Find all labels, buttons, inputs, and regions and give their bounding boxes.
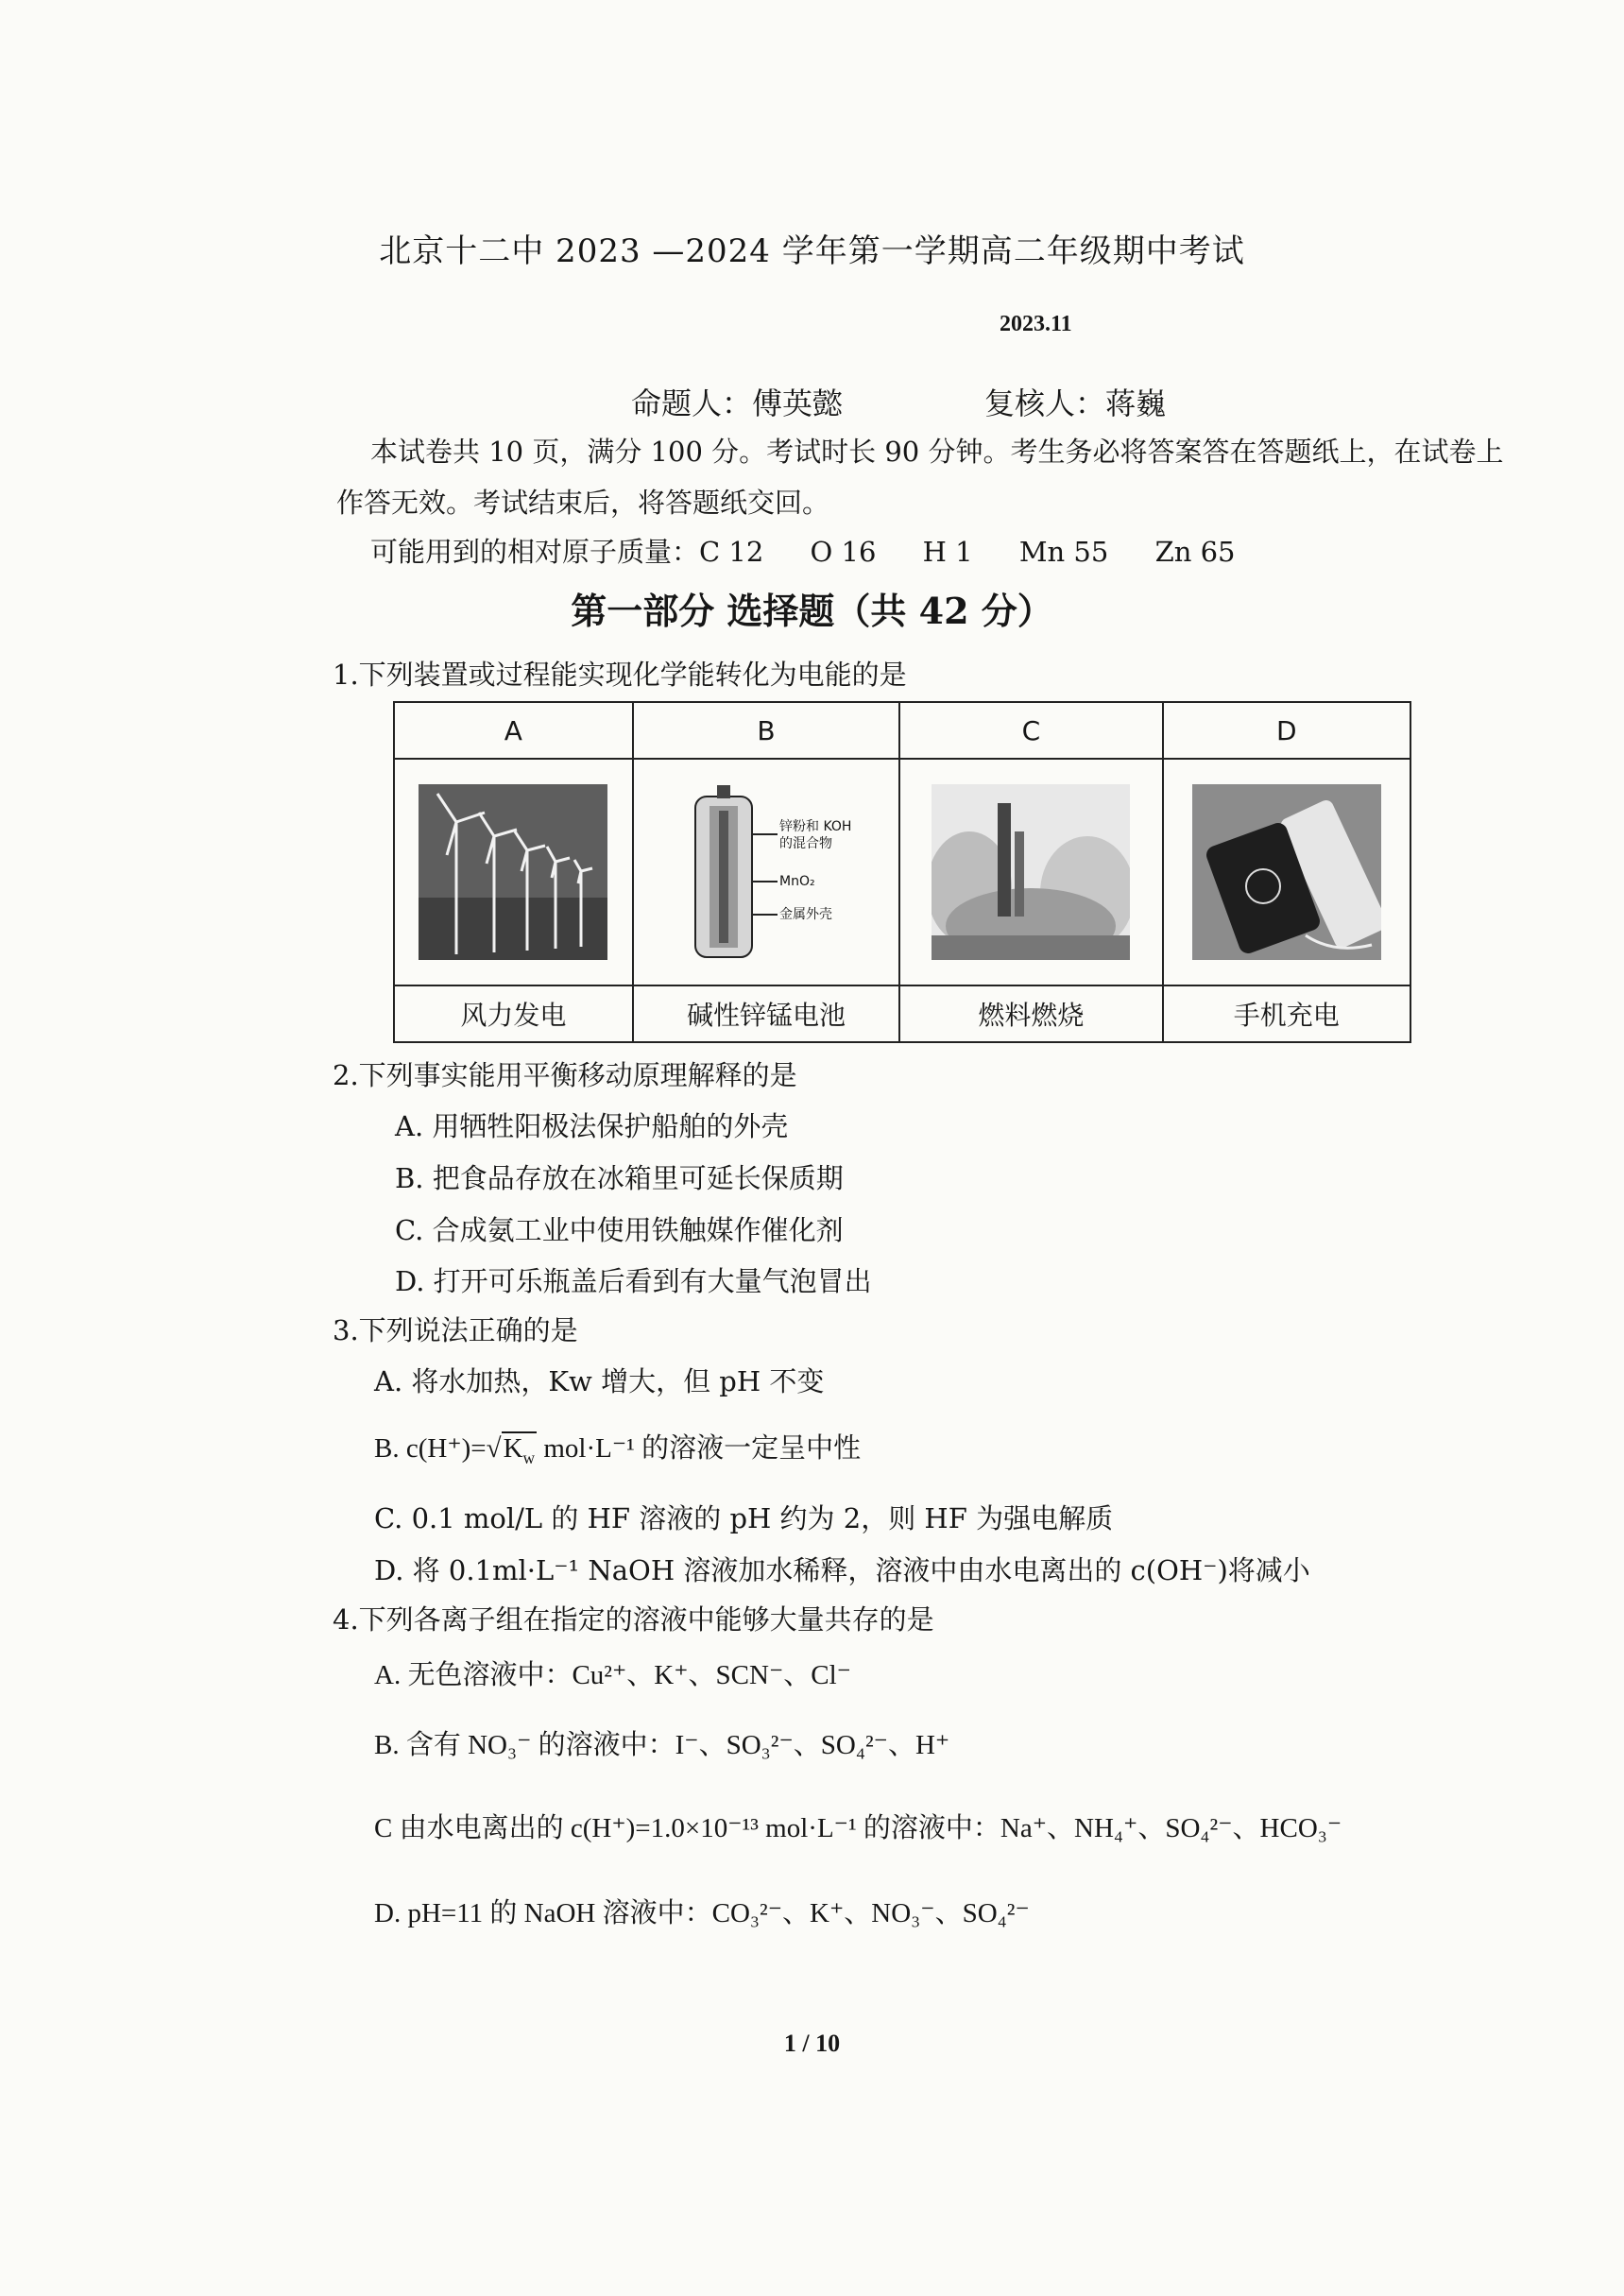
q1-pic-c [899, 759, 1162, 985]
exam-title: 北京十二中 2023 —2024 学年第一学期高二年级期中考试 [379, 232, 1245, 270]
q3-option-c: C. 0.1 mol/L 的 HF 溶液的 pH 约为 2，则 HF 为强电解质 [374, 1502, 1114, 1534]
q3-option-b [374, 1427, 861, 1468]
exam-date: 2023.11 [1000, 312, 1072, 336]
mass-zn: Zn 65 [1154, 536, 1236, 568]
q3-stem: 3.下列说法正确的是 [333, 1314, 578, 1346]
q3-option-b-pre: B. c(H⁺)= [374, 1433, 487, 1464]
rocket-launch-image [932, 784, 1130, 960]
q3-option-b-post: mol·L⁻¹ 的溶液一定呈中性 [537, 1433, 862, 1464]
q1-caption-a: 风力发电 [394, 985, 633, 1042]
authors-line [631, 380, 1166, 423]
section-title: 第一部分 选择题（共 42 分） [571, 590, 1053, 632]
kw-w: w [522, 1448, 536, 1467]
q3-option-a: A. 将水加热，Kw 增大，但 pH 不变 [374, 1365, 825, 1397]
q2-stem: 2.下列事实能用平衡移动原理解释的是 [333, 1059, 797, 1091]
q4-option-d: D. pH=11 的 NaOH 溶液中：CO₃²⁻、K⁺、NO₃⁻、SO₄²⁻ [374, 1898, 1030, 1928]
kw-k: K [503, 1433, 523, 1464]
q4-option-c: C 由水电离出的 c(H⁺)=1.0×10⁻¹³ mol·L⁻¹ 的溶液中：Na⁺、NH₄⁺、SO₄²⁻、HCO₃⁻ [374, 1813, 1342, 1843]
q2-option-d: D. 打开可乐瓶盖后看到有大量气泡冒出 [395, 1265, 872, 1297]
reviewer-label: 复核人：蒋巍 [984, 386, 1167, 421]
q1-stem: 1.下列装置或过程能实现化学能转化为电能的是 [333, 659, 907, 691]
q1-pic-d [1163, 759, 1411, 985]
q2-option-b: B. 把食品存放在冰箱里可延长保质期 [395, 1162, 844, 1194]
q1-col-d: D [1163, 702, 1411, 759]
battery-label-zinc: 锌粉和 KOH [778, 819, 852, 834]
battery-label-shell: 金属外壳 [778, 907, 832, 922]
mass-h: H 1 [922, 536, 973, 568]
sqrt-symbol: √ [486, 1433, 502, 1464]
phone-charging-image [1192, 784, 1381, 960]
q1-caption-c: 燃料燃烧 [899, 985, 1162, 1042]
masses-label: 可能用到的相对原子质量：C 12 [370, 536, 764, 568]
atomic-masses [370, 531, 1274, 570]
wind-turbine-image [419, 784, 607, 960]
q1-col-a: A [394, 702, 633, 759]
sqrt-kw [502, 1433, 538, 1468]
q1-pic-a [394, 759, 633, 985]
q4-option-a: A. 无色溶液中：Cu²⁺、K⁺、SCN⁻、Cl⁻ [374, 1660, 851, 1690]
q4-stem: 4.下列各离子组在指定的溶液中能够大量共存的是 [333, 1603, 934, 1636]
q1-pic-b [633, 759, 899, 985]
q1-col-b: B [633, 702, 899, 759]
battery-label-mixture: 的混合物 [778, 836, 832, 851]
q1-caption-b: 碱性锌锰电池 [633, 985, 899, 1042]
q2-option-a: A. 用牺牲阳极法保护船舶的外壳 [395, 1110, 789, 1142]
instructions-line-2: 作答无效。考试结束后，将答题纸交回。 [336, 487, 830, 519]
mass-o: O 16 [810, 536, 877, 568]
instructions-line-1: 本试卷共 10 页，满分 100 分。考试时长 90 分钟。考生务必将答案答在答题纸上，在试卷上 [370, 436, 1504, 468]
q2-option-c: C. 合成氨工业中使用铁触媒作催化剂 [395, 1214, 844, 1246]
author-label: 命题人：傅英懿 [631, 386, 844, 421]
q3-option-d: D. 将 0.1ml·L⁻¹ NaOH 溶液加水稀释，溶液中由水电离出的 c(OH⁻)将减小 [374, 1554, 1310, 1586]
q1-image-table [393, 701, 1411, 1043]
mass-mn: Mn 55 [1018, 536, 1109, 568]
q1-caption-d: 手机充电 [1163, 985, 1411, 1042]
q1-col-c: C [899, 702, 1162, 759]
alkaline-battery-diagram [662, 778, 870, 967]
battery-label-mno2: MnO₂ [778, 874, 815, 889]
q4-option-b: B. 含有 NO₃⁻ 的溶液中：I⁻、SO₃²⁻、SO₄²⁻、H⁺ [374, 1730, 950, 1760]
page-number: 1 / 10 [783, 2030, 841, 2057]
